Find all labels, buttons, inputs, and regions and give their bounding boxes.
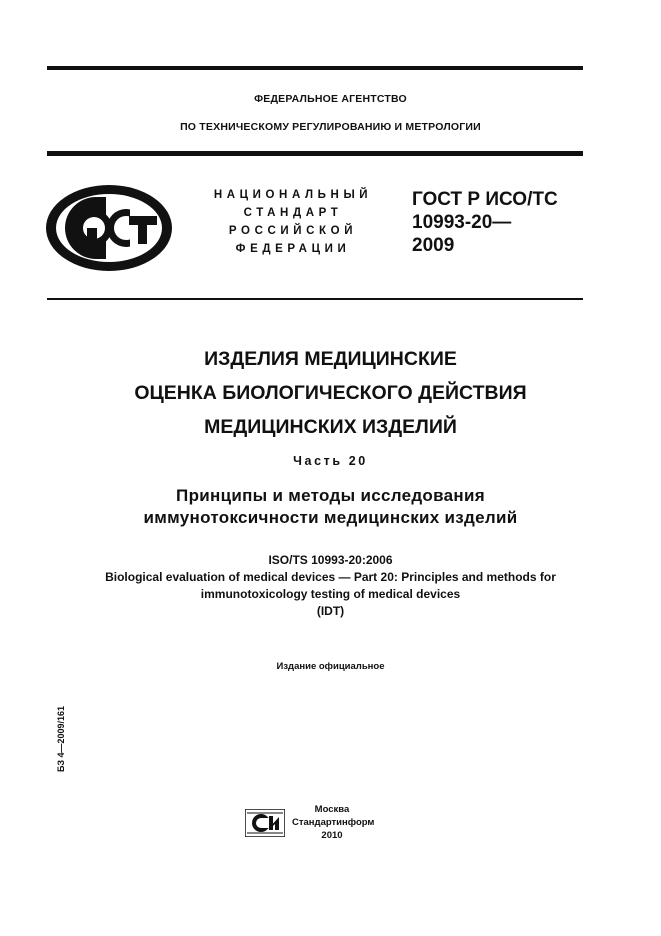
header-rule [47, 151, 583, 156]
title-line-1: ИЗДЕЛИЯ МЕДИЦИНСКИЕ [204, 348, 457, 370]
publisher-year: 2010 [321, 830, 343, 841]
gost-logo-icon [44, 183, 174, 273]
designation-line-3: 2009 [412, 235, 455, 256]
standard-type-line: СТАНДАРТ [243, 207, 343, 219]
designation-line-2: 10993-20— [412, 212, 512, 233]
main-title [0, 342, 661, 444]
designation-line-1: ГОСТ Р ИСО/ТС [412, 189, 558, 210]
subtitle-line-1: Принципы и методы исследования [176, 486, 485, 505]
title-line-2: ОЦЕНКА БИОЛОГИЧЕСКОГО ДЕЙСТВИЯ [134, 382, 527, 404]
standard-designation [412, 188, 558, 257]
publisher-name: Стандартинформ [292, 817, 375, 828]
international-reference [0, 552, 661, 620]
standard-type-line: ФЕДЕРАЦИИ [235, 243, 351, 255]
equivalence: (IDT) [316, 604, 345, 618]
iso-title-line-2: immunotoxicology testing of medical devices [200, 587, 461, 601]
edition-label: Издание официальное [276, 661, 385, 672]
standard-type-line: НАЦИОНАЛЬНЫЙ [213, 189, 373, 201]
agency-line-1: ФЕДЕРАЛЬНОЕ АГЕНТСТВО [254, 93, 407, 105]
agency-line-2: ПО ТЕХНИЧЕСКОМУ РЕГУЛИРОВАНИЮ И МЕТРОЛОГИИ [180, 121, 481, 133]
section-rule [47, 298, 583, 300]
standard-type [207, 186, 379, 258]
side-identifier: БЗ 4—2009/161 [56, 705, 66, 772]
iso-ref: ISO/TS 10993-20:2006 [268, 553, 393, 567]
iso-title-line-1: Biological evaluation of medical devices — Part 20: Principles and methods for [105, 570, 556, 584]
part-number: Часть 20 [293, 454, 368, 468]
standartinform-logo-icon [245, 809, 285, 837]
title-line-3: МЕДИЦИНСКИХ ИЗДЕЛИЙ [204, 416, 457, 438]
subtitle [0, 485, 661, 529]
subtitle-line-2: иммунотоксичности медицинских изделий [143, 508, 518, 527]
publisher-info [292, 803, 375, 842]
top-rule [47, 66, 583, 70]
publisher-city: Москва [314, 804, 350, 815]
standard-type-line: РОССИЙСКОЙ [228, 225, 358, 237]
